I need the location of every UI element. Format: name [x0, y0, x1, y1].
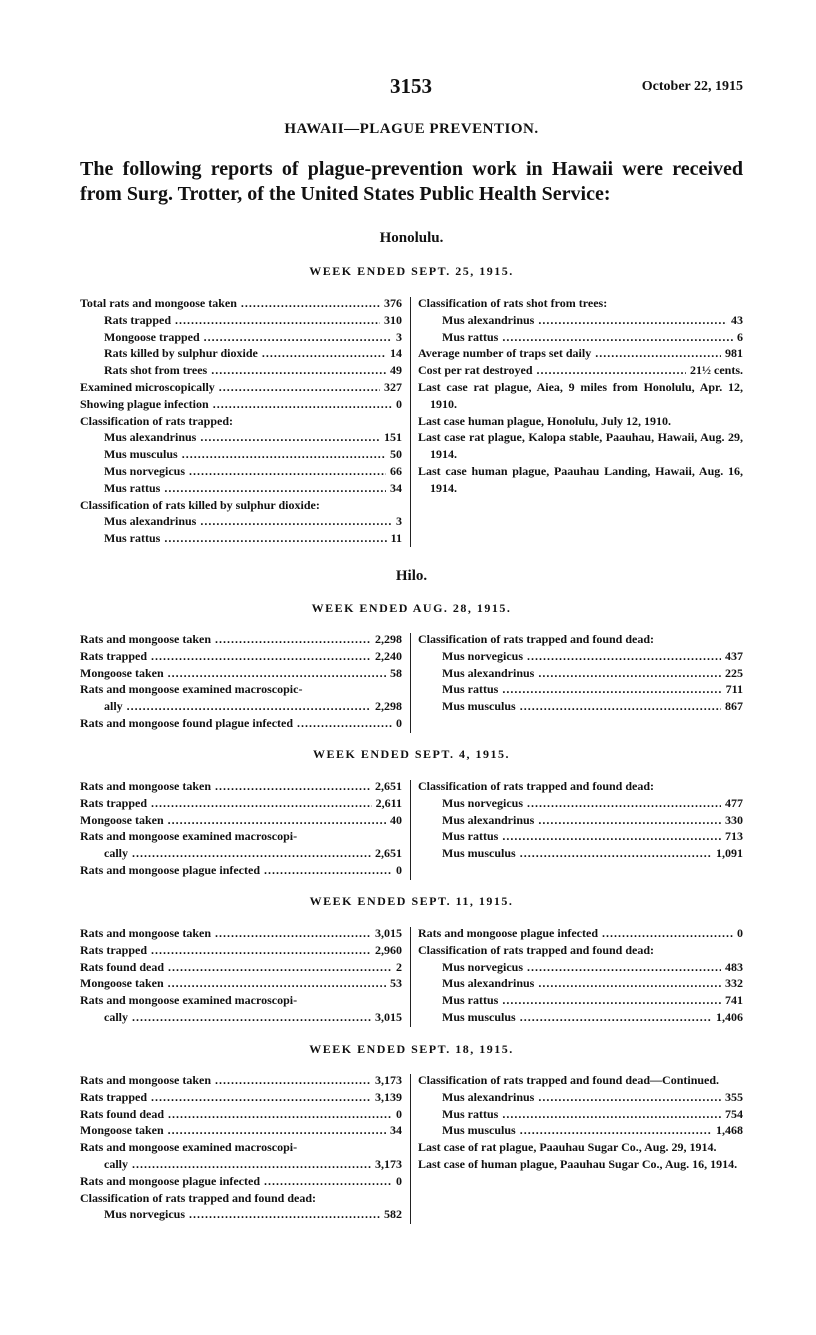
row-label: Mus musculus ..... — [442, 1122, 712, 1139]
report-title: HAWAII—PLAGUE PREVENTION. — [284, 121, 539, 137]
table-row — [80, 329, 402, 346]
note-line: Last case human plague, Paauhau Landing, Hawaii, Aug. 16, 1914. — [418, 463, 743, 495]
row-value: 34 — [390, 1123, 402, 1138]
row-label: Mus alexandrinus ..... — [442, 1089, 721, 1106]
row-label: Rats and mongoose found plague infected ..... — [80, 715, 392, 732]
row-label: Total rats and mongoose taken ..... — [80, 295, 380, 312]
table-row — [80, 648, 402, 665]
table-row — [418, 295, 743, 312]
left-column — [80, 295, 402, 547]
row-label: Mus rattus ..... — [442, 681, 722, 698]
row-value: 867 — [725, 699, 743, 714]
note-line: Last case rat plague, Aiea, 9 miles from Honolulu, Apr. 12, 1910. — [418, 379, 743, 411]
row-value: 327 — [384, 379, 402, 394]
table-row — [80, 379, 402, 396]
row-value: 741 — [725, 993, 743, 1008]
table-row — [418, 329, 743, 346]
row-value: 3,139 — [375, 1089, 402, 1104]
table-row — [418, 312, 743, 329]
right-rows — [418, 295, 743, 379]
row-value: 355 — [725, 1089, 743, 1104]
note-line: Last case of rat plague, Paauhau Sugar Co., Aug. 29, 1914. — [418, 1140, 717, 1155]
row-value: 0 — [396, 862, 402, 877]
row-value: 376 — [384, 296, 402, 310]
row-label: Classification of rats trapped and found dead: — [418, 942, 655, 957]
row-label: Rats trapped ..... — [104, 312, 380, 329]
row-label: Mus norvegicus ..... — [442, 795, 721, 812]
row-value: 437 — [725, 648, 743, 663]
right-column — [418, 295, 743, 497]
place-heading-honolulu: Honolulu. — [379, 230, 444, 246]
row-value: 754 — [725, 1106, 743, 1121]
table-row — [418, 942, 743, 959]
row-label: Classification of rats shot from trees: — [418, 296, 608, 310]
table-row — [418, 992, 743, 1009]
row-label: Rats and mongoose taken ..... — [80, 925, 371, 942]
row-label: cally ..... — [104, 1009, 371, 1026]
table-row — [80, 1173, 402, 1190]
row-label: Rats and mongoose examined macroscopi- — [80, 829, 298, 844]
week-heading: WEEK ENDED SEPT. 25, 1915. — [309, 264, 514, 278]
notes — [418, 379, 743, 497]
row-value: 0 — [396, 1173, 402, 1188]
row-value: 2,651 — [375, 779, 402, 793]
row-value: 713 — [725, 829, 743, 844]
week-heading: WEEK ENDED SEPT. 18, 1915. — [309, 1042, 514, 1056]
row-value: 6 — [737, 329, 743, 344]
table-row — [418, 698, 743, 715]
row-value: 0 — [396, 396, 402, 411]
row-label: Classification of rats trapped and found dead: — [80, 1190, 317, 1205]
row-value: 330 — [725, 812, 743, 827]
table-row — [80, 429, 402, 446]
row-value: 2,240 — [375, 648, 402, 663]
row-value: 3,173 — [375, 1156, 402, 1171]
row-label: Mus alexandrinus ..... — [442, 975, 721, 992]
table-row — [418, 665, 743, 682]
table-row — [80, 345, 402, 362]
table-row — [80, 1206, 402, 1223]
right-column — [418, 925, 743, 1026]
table-row — [80, 665, 402, 682]
left-column — [80, 778, 402, 879]
left-column — [80, 925, 402, 1026]
row-value: 43 — [731, 312, 743, 327]
table-row — [80, 925, 402, 942]
week-heading: WEEK ENDED SEPT. 11, 1915. — [309, 894, 514, 908]
row-value: 225 — [725, 665, 743, 680]
table-row — [80, 1122, 402, 1139]
table-row — [418, 681, 743, 698]
row-value: 2,298 — [375, 699, 402, 714]
table-row — [80, 312, 402, 329]
report-date: October 22, 1915 — [641, 79, 743, 94]
row-label: Mus rattus ..... — [442, 828, 721, 845]
row-label: Rats and mongoose plague infected ..... — [418, 925, 733, 942]
table-row — [80, 631, 402, 648]
table-row — [418, 925, 743, 942]
row-label: ally ..... — [104, 698, 371, 715]
row-value: 1,468 — [716, 1123, 743, 1138]
row-label: Examined microscopically ..... — [80, 379, 380, 396]
row-value: 0 — [396, 715, 402, 730]
row-label: Mus norvegicus ..... — [104, 1206, 380, 1223]
column-divider — [410, 780, 411, 880]
table-row — [80, 828, 402, 845]
row-value: 310 — [384, 312, 402, 327]
table-row — [80, 715, 402, 732]
column-divider — [410, 927, 411, 1027]
table-row — [418, 631, 743, 648]
table-row — [418, 1009, 743, 1026]
table-row — [80, 1089, 402, 1106]
row-value: 477 — [725, 795, 743, 810]
row-label: Rats trapped ..... — [80, 648, 371, 665]
row-label: Mongoose taken ..... — [80, 1122, 386, 1139]
left-column — [80, 631, 402, 732]
table-row — [80, 698, 402, 715]
row-label: Rats and mongoose examined macroscopi- — [80, 993, 298, 1008]
intro-paragraph: The following reports of plague-prevention work in Hawaii were received from Surg. Trotter, of the United States Public Health Service: — [80, 158, 743, 205]
row-value: 2,298 — [375, 632, 402, 646]
table-row — [418, 1089, 743, 1106]
table-row — [418, 975, 743, 992]
table-row — [80, 681, 402, 698]
row-label: Rats found dead ..... — [80, 1106, 392, 1123]
row-label: Rats and mongoose examined macroscopi- — [80, 1140, 298, 1155]
table-row — [80, 959, 402, 976]
note-line: Last case human plague, Honolulu, July 12, 1910. — [418, 413, 672, 428]
row-label: Mus alexandrinus ..... — [442, 312, 727, 329]
table-row — [80, 413, 402, 430]
page-number: 3153 — [390, 74, 432, 98]
right-rows — [418, 1089, 743, 1139]
week-heading: WEEK ENDED SEPT. 4, 1915. — [313, 747, 510, 761]
row-value: 21½ cents. — [690, 363, 743, 378]
table-row — [80, 942, 402, 959]
row-value: 2,611 — [375, 795, 402, 810]
table-row — [80, 778, 402, 795]
notes — [418, 1139, 743, 1173]
row-label: Mus musculus ..... — [104, 446, 386, 463]
row-label: Rats found dead ..... — [80, 959, 392, 976]
row-label: Mongoose taken ..... — [80, 665, 386, 682]
row-value: 2 — [396, 959, 402, 974]
table-row — [80, 446, 402, 463]
row-value: 151 — [384, 430, 402, 445]
table-row — [418, 959, 743, 976]
row-value: 3,173 — [375, 1073, 402, 1087]
right-column — [418, 1072, 743, 1173]
table-row — [418, 1106, 743, 1123]
row-label: Mus alexandrinus ..... — [442, 812, 721, 829]
table-row — [418, 648, 743, 665]
row-label: Rats and mongoose examined macroscopic- — [80, 682, 303, 697]
table-row — [418, 345, 743, 362]
row-value: 3,015 — [375, 926, 402, 940]
left-column — [80, 1072, 402, 1223]
row-label: Cost per rat destroyed ..... — [418, 362, 686, 379]
row-label: Rats and mongoose taken ..... — [80, 631, 371, 648]
row-label: Mus alexandrinus ..... — [104, 429, 380, 446]
row-label: Rats and mongoose plague infected ..... — [80, 1173, 392, 1190]
row-label: Mus rattus ..... — [442, 992, 721, 1009]
row-label: Classification of rats trapped and found dead: — [418, 632, 655, 646]
row-label: cally ..... — [104, 845, 371, 862]
row-label: Mus norvegicus ..... — [442, 648, 721, 665]
column-divider — [410, 633, 411, 733]
row-value: 2,960 — [375, 942, 402, 957]
row-value: 66 — [390, 463, 402, 478]
table-row — [80, 1156, 402, 1173]
row-value: 711 — [725, 682, 743, 697]
column-divider — [410, 1074, 411, 1224]
table-row — [418, 812, 743, 829]
row-label: Mus norvegicus ..... — [104, 463, 386, 480]
table-row — [418, 828, 743, 845]
row-value: 50 — [390, 447, 402, 462]
row-label: Mus rattus ..... — [442, 329, 733, 346]
row-label: Mus rattus ..... — [442, 1106, 721, 1123]
table-row — [80, 513, 402, 530]
row-value: 11 — [390, 531, 402, 546]
row-value: 53 — [390, 976, 402, 991]
row-label: Mus rattus ..... — [104, 480, 386, 497]
row-value: 981 — [725, 346, 743, 361]
note-line: Last case rat plague, Kalopa stable, Paauhau, Hawaii, Aug. 29, 1914. — [418, 430, 743, 462]
table-row — [418, 845, 743, 862]
row-label: Mus musculus ..... — [442, 1009, 712, 1026]
table-row — [418, 1122, 743, 1139]
row-label: Mus rattus ..... — [104, 530, 387, 547]
row-label: Mus alexandrinus ..... — [104, 513, 392, 530]
table-row — [80, 975, 402, 992]
row-label: Classification of rats killed by sulphur dioxide: — [80, 497, 320, 512]
row-value: 1,406 — [716, 1009, 743, 1024]
table-row — [80, 812, 402, 829]
row-label: Rats trapped ..... — [80, 942, 371, 959]
row-value: 58 — [390, 665, 402, 680]
row-label: Mus musculus ..... — [442, 845, 712, 862]
row-label: Rats and mongoose plague infected ..... — [80, 862, 392, 879]
row-label: Showing plague infection ..... — [80, 396, 392, 413]
row-label: Rats and mongoose taken ..... — [80, 1072, 371, 1089]
row-label: Rats shot from trees ..... — [104, 362, 386, 379]
table-row — [80, 295, 402, 312]
table-row — [80, 362, 402, 379]
row-label: Rats and mongoose taken ..... — [80, 778, 371, 795]
row-value: 0 — [396, 1106, 402, 1121]
table-row — [418, 795, 743, 812]
row-value: 483 — [725, 959, 743, 974]
row-value: 582 — [384, 1207, 402, 1222]
table-row — [80, 1009, 402, 1026]
table-row — [418, 362, 743, 379]
row-label: Classification of rats trapped: — [80, 413, 233, 428]
row-label: Mus norvegicus ..... — [442, 959, 721, 976]
week-heading: WEEK ENDED AUG. 28, 1915. — [311, 601, 512, 615]
right-column — [418, 778, 743, 862]
table-row — [80, 530, 402, 547]
table-row — [80, 862, 402, 879]
table-row — [80, 497, 402, 514]
row-label: Mongoose taken ..... — [80, 975, 386, 992]
row-label: Mongoose taken ..... — [80, 812, 386, 829]
continued-heading: Classification of rats trapped and found dead—Continued. — [418, 1073, 720, 1087]
row-value: 34 — [390, 480, 402, 495]
table-row — [418, 778, 743, 795]
row-label: cally ..... — [104, 1156, 371, 1173]
table-row — [80, 1190, 402, 1207]
table-row — [80, 795, 402, 812]
row-label: Rats trapped ..... — [80, 795, 372, 812]
row-value: 2,651 — [375, 846, 402, 861]
row-label: Mongoose trapped ..... — [104, 329, 392, 346]
row-label: Rats trapped ..... — [80, 1089, 371, 1106]
place-heading-hilo: Hilo. — [395, 568, 428, 584]
table-row — [80, 845, 402, 862]
note-line: Last case of human plague, Paauhau Sugar Co., Aug. 16, 1914. — [418, 1156, 738, 1171]
row-value: 332 — [725, 976, 743, 991]
table-row — [80, 1139, 402, 1156]
row-value: 3,015 — [375, 1009, 402, 1024]
row-label: Mus alexandrinus ..... — [442, 665, 721, 682]
row-label: Average number of traps set daily ..... — [418, 345, 721, 362]
table-row — [80, 1106, 402, 1123]
table-row — [80, 480, 402, 497]
row-value: 49 — [390, 363, 402, 378]
table-row — [80, 396, 402, 413]
column-divider — [410, 297, 411, 547]
row-value: 3 — [396, 329, 402, 344]
row-label: Mus musculus ..... — [442, 698, 721, 715]
row-value: 0 — [737, 926, 743, 940]
right-column — [418, 631, 743, 715]
row-value: 1,091 — [716, 846, 743, 861]
row-label: Rats killed by sulphur dioxide ..... — [104, 345, 386, 362]
row-value: 3 — [396, 514, 402, 529]
row-value: 40 — [390, 812, 402, 827]
table-row — [80, 1072, 402, 1089]
row-value: 14 — [390, 346, 402, 361]
table-row — [80, 992, 402, 1009]
row-label: Classification of rats trapped and found dead: — [418, 779, 655, 793]
table-row — [80, 463, 402, 480]
